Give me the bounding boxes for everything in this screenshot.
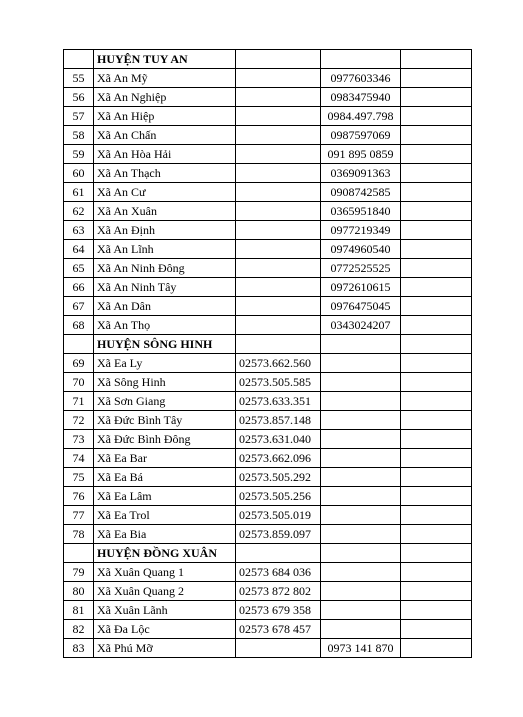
office-phone	[236, 221, 321, 240]
empty-cell	[401, 487, 472, 506]
table-body	[64, 50, 472, 658]
commune-name: Xã An Thạch	[94, 164, 236, 183]
row-number: 77	[64, 506, 94, 525]
row-number: 73	[64, 430, 94, 449]
office-phone: 02573.662.096	[236, 449, 321, 468]
empty-cell	[401, 278, 472, 297]
office-phone	[236, 183, 321, 202]
row-number: 71	[64, 392, 94, 411]
empty-cell	[401, 354, 472, 373]
empty-cell	[401, 525, 472, 544]
empty-cell	[401, 468, 472, 487]
district-name: HUYỆN ĐỒNG XUÂN	[94, 544, 236, 563]
empty-cell	[321, 335, 401, 354]
table-row	[64, 639, 472, 658]
mobile-phone	[321, 354, 401, 373]
empty-cell	[401, 392, 472, 411]
commune-name: Xã Đa Lộc	[94, 620, 236, 639]
mobile-phone: 0972610615	[321, 278, 401, 297]
mobile-phone: 0343024207	[321, 316, 401, 335]
row-number: 62	[64, 202, 94, 221]
commune-name: Xã An Hiệp	[94, 107, 236, 126]
commune-name: Xã Đức Bình Tây	[94, 411, 236, 430]
office-phone	[236, 164, 321, 183]
office-phone	[236, 202, 321, 221]
row-number: 79	[64, 563, 94, 582]
row-number: 56	[64, 88, 94, 107]
empty-cell	[401, 202, 472, 221]
row-number: 57	[64, 107, 94, 126]
empty-cell	[401, 544, 472, 563]
commune-name: Xã Ea Bia	[94, 525, 236, 544]
empty-cell	[401, 107, 472, 126]
table-row	[64, 126, 472, 145]
empty-cell	[321, 544, 401, 563]
table-row	[64, 107, 472, 126]
mobile-phone	[321, 563, 401, 582]
table-row	[64, 278, 472, 297]
row-number: 70	[64, 373, 94, 392]
row-number: 55	[64, 69, 94, 88]
mobile-phone	[321, 582, 401, 601]
office-phone	[236, 69, 321, 88]
table-row	[64, 88, 472, 107]
table-row	[64, 468, 472, 487]
row-number: 64	[64, 240, 94, 259]
table-row	[64, 430, 472, 449]
office-phone: 02573 684 036	[236, 563, 321, 582]
table-row	[64, 183, 472, 202]
row-number: 80	[64, 582, 94, 601]
empty-cell	[401, 221, 472, 240]
commune-name: Xã An Cư	[94, 183, 236, 202]
row-number: 75	[64, 468, 94, 487]
commune-name: Xã Phú Mỡ	[94, 639, 236, 658]
office-phone	[236, 240, 321, 259]
table-row	[64, 525, 472, 544]
row-number: 68	[64, 316, 94, 335]
table-row	[64, 411, 472, 430]
empty-cell	[401, 240, 472, 259]
row-number: 66	[64, 278, 94, 297]
mobile-phone: 0977603346	[321, 69, 401, 88]
table-row	[64, 620, 472, 639]
office-phone: 02573.859.097	[236, 525, 321, 544]
mobile-phone	[321, 449, 401, 468]
commune-name: Xã An Định	[94, 221, 236, 240]
empty-cell	[401, 639, 472, 658]
empty-cell	[236, 50, 321, 69]
mobile-phone: 0365951840	[321, 202, 401, 221]
office-phone: 02573.662.560	[236, 354, 321, 373]
commune-name: Xã An Nghiệp	[94, 88, 236, 107]
commune-name: Xã Ea Bá	[94, 468, 236, 487]
table-row	[64, 164, 472, 183]
mobile-phone: 0973 141 870	[321, 639, 401, 658]
mobile-phone	[321, 620, 401, 639]
office-phone: 02573.505.256	[236, 487, 321, 506]
row-number: 78	[64, 525, 94, 544]
commune-name: Xã Xuân Quang 2	[94, 582, 236, 601]
empty-cell	[321, 50, 401, 69]
table-row	[64, 354, 472, 373]
empty-cell	[401, 373, 472, 392]
office-phone	[236, 88, 321, 107]
office-phone	[236, 316, 321, 335]
empty-cell	[401, 335, 472, 354]
mobile-phone: 0984.497.798	[321, 107, 401, 126]
commune-name: Xã Ea Lâm	[94, 487, 236, 506]
empty-cell	[401, 259, 472, 278]
district-name: HUYỆN SÔNG HINH	[94, 335, 236, 354]
table-row	[64, 69, 472, 88]
office-phone: 02573 678 457	[236, 620, 321, 639]
commune-name: Xã Xuân Quang 1	[94, 563, 236, 582]
office-phone	[236, 259, 321, 278]
commune-name: Xã An Ninh Tây	[94, 278, 236, 297]
row-number: 58	[64, 126, 94, 145]
row-number: 83	[64, 639, 94, 658]
mobile-phone: 0908742585	[321, 183, 401, 202]
row-number: 72	[64, 411, 94, 430]
commune-phone-table	[63, 49, 472, 658]
mobile-phone	[321, 506, 401, 525]
office-phone: 02573.505.019	[236, 506, 321, 525]
commune-name: Xã Ea Ly	[94, 354, 236, 373]
office-phone: 02573.633.351	[236, 392, 321, 411]
table-row	[64, 392, 472, 411]
commune-name: Xã An Chấn	[94, 126, 236, 145]
empty-cell	[401, 69, 472, 88]
district-header-row	[64, 544, 472, 563]
commune-name: Xã An Xuân	[94, 202, 236, 221]
mobile-phone: 0977219349	[321, 221, 401, 240]
empty-cell	[401, 411, 472, 430]
mobile-phone	[321, 430, 401, 449]
empty-cell	[401, 582, 472, 601]
empty-cell	[401, 183, 472, 202]
empty-cell	[401, 563, 472, 582]
office-phone	[236, 278, 321, 297]
empty-cell	[401, 620, 472, 639]
district-header-row	[64, 50, 472, 69]
empty-cell	[401, 316, 472, 335]
office-phone: 02573 679 358	[236, 601, 321, 620]
mobile-phone	[321, 411, 401, 430]
commune-name: Xã Ea Trol	[94, 506, 236, 525]
district-name: HUYỆN TUY AN	[94, 50, 236, 69]
mobile-phone: 0974960540	[321, 240, 401, 259]
commune-name: Xã Đức Bình Đông	[94, 430, 236, 449]
row-number: 67	[64, 297, 94, 316]
commune-name: Xã An Lĩnh	[94, 240, 236, 259]
commune-name: Xã An Ninh Đông	[94, 259, 236, 278]
table-row	[64, 506, 472, 525]
table-row	[64, 240, 472, 259]
table-row	[64, 202, 472, 221]
empty-cell	[64, 335, 94, 354]
office-phone: 02573.857.148	[236, 411, 321, 430]
district-header-row	[64, 335, 472, 354]
row-number: 60	[64, 164, 94, 183]
mobile-phone	[321, 392, 401, 411]
empty-cell	[401, 297, 472, 316]
row-number: 74	[64, 449, 94, 468]
row-number: 63	[64, 221, 94, 240]
commune-name: Xã An Mỹ	[94, 69, 236, 88]
empty-cell	[236, 544, 321, 563]
empty-cell	[401, 601, 472, 620]
row-number: 61	[64, 183, 94, 202]
office-phone	[236, 126, 321, 145]
table-row	[64, 373, 472, 392]
mobile-phone	[321, 601, 401, 620]
mobile-phone: 0369091363	[321, 164, 401, 183]
empty-cell	[64, 544, 94, 563]
table-row	[64, 582, 472, 601]
office-phone: 02573.505.585	[236, 373, 321, 392]
mobile-phone	[321, 373, 401, 392]
office-phone: 02573.631.040	[236, 430, 321, 449]
mobile-phone: 091 895 0859	[321, 145, 401, 164]
row-number: 82	[64, 620, 94, 639]
table-row	[64, 563, 472, 582]
office-phone	[236, 639, 321, 658]
mobile-phone: 0772525525	[321, 259, 401, 278]
commune-name: Xã An Thọ	[94, 316, 236, 335]
empty-cell	[401, 50, 472, 69]
empty-cell	[236, 335, 321, 354]
commune-name: Xã An Hòa Hải	[94, 145, 236, 164]
table-row	[64, 145, 472, 164]
row-number: 69	[64, 354, 94, 373]
table-row	[64, 487, 472, 506]
empty-cell	[401, 506, 472, 525]
commune-name: Xã An Dân	[94, 297, 236, 316]
empty-cell	[64, 50, 94, 69]
office-phone: 02573 872 802	[236, 582, 321, 601]
row-number: 65	[64, 259, 94, 278]
empty-cell	[401, 430, 472, 449]
mobile-phone	[321, 487, 401, 506]
commune-name: Xã Sơn Giang	[94, 392, 236, 411]
commune-name: Xã Ea Bar	[94, 449, 236, 468]
commune-name: Xã Xuân Lãnh	[94, 601, 236, 620]
table-row	[64, 316, 472, 335]
table-row	[64, 221, 472, 240]
mobile-phone: 0983475940	[321, 88, 401, 107]
row-number: 76	[64, 487, 94, 506]
table-row	[64, 297, 472, 316]
table-row	[64, 449, 472, 468]
mobile-phone	[321, 468, 401, 487]
office-phone	[236, 107, 321, 126]
office-phone: 02573.505.292	[236, 468, 321, 487]
empty-cell	[401, 449, 472, 468]
mobile-phone: 0987597069	[321, 126, 401, 145]
empty-cell	[401, 145, 472, 164]
row-number: 81	[64, 601, 94, 620]
office-phone	[236, 297, 321, 316]
row-number: 59	[64, 145, 94, 164]
commune-name: Xã Sông Hinh	[94, 373, 236, 392]
table-row	[64, 601, 472, 620]
mobile-phone: 0976475045	[321, 297, 401, 316]
mobile-phone	[321, 525, 401, 544]
empty-cell	[401, 88, 472, 107]
empty-cell	[401, 164, 472, 183]
table-row	[64, 259, 472, 278]
office-phone	[236, 145, 321, 164]
empty-cell	[401, 126, 472, 145]
